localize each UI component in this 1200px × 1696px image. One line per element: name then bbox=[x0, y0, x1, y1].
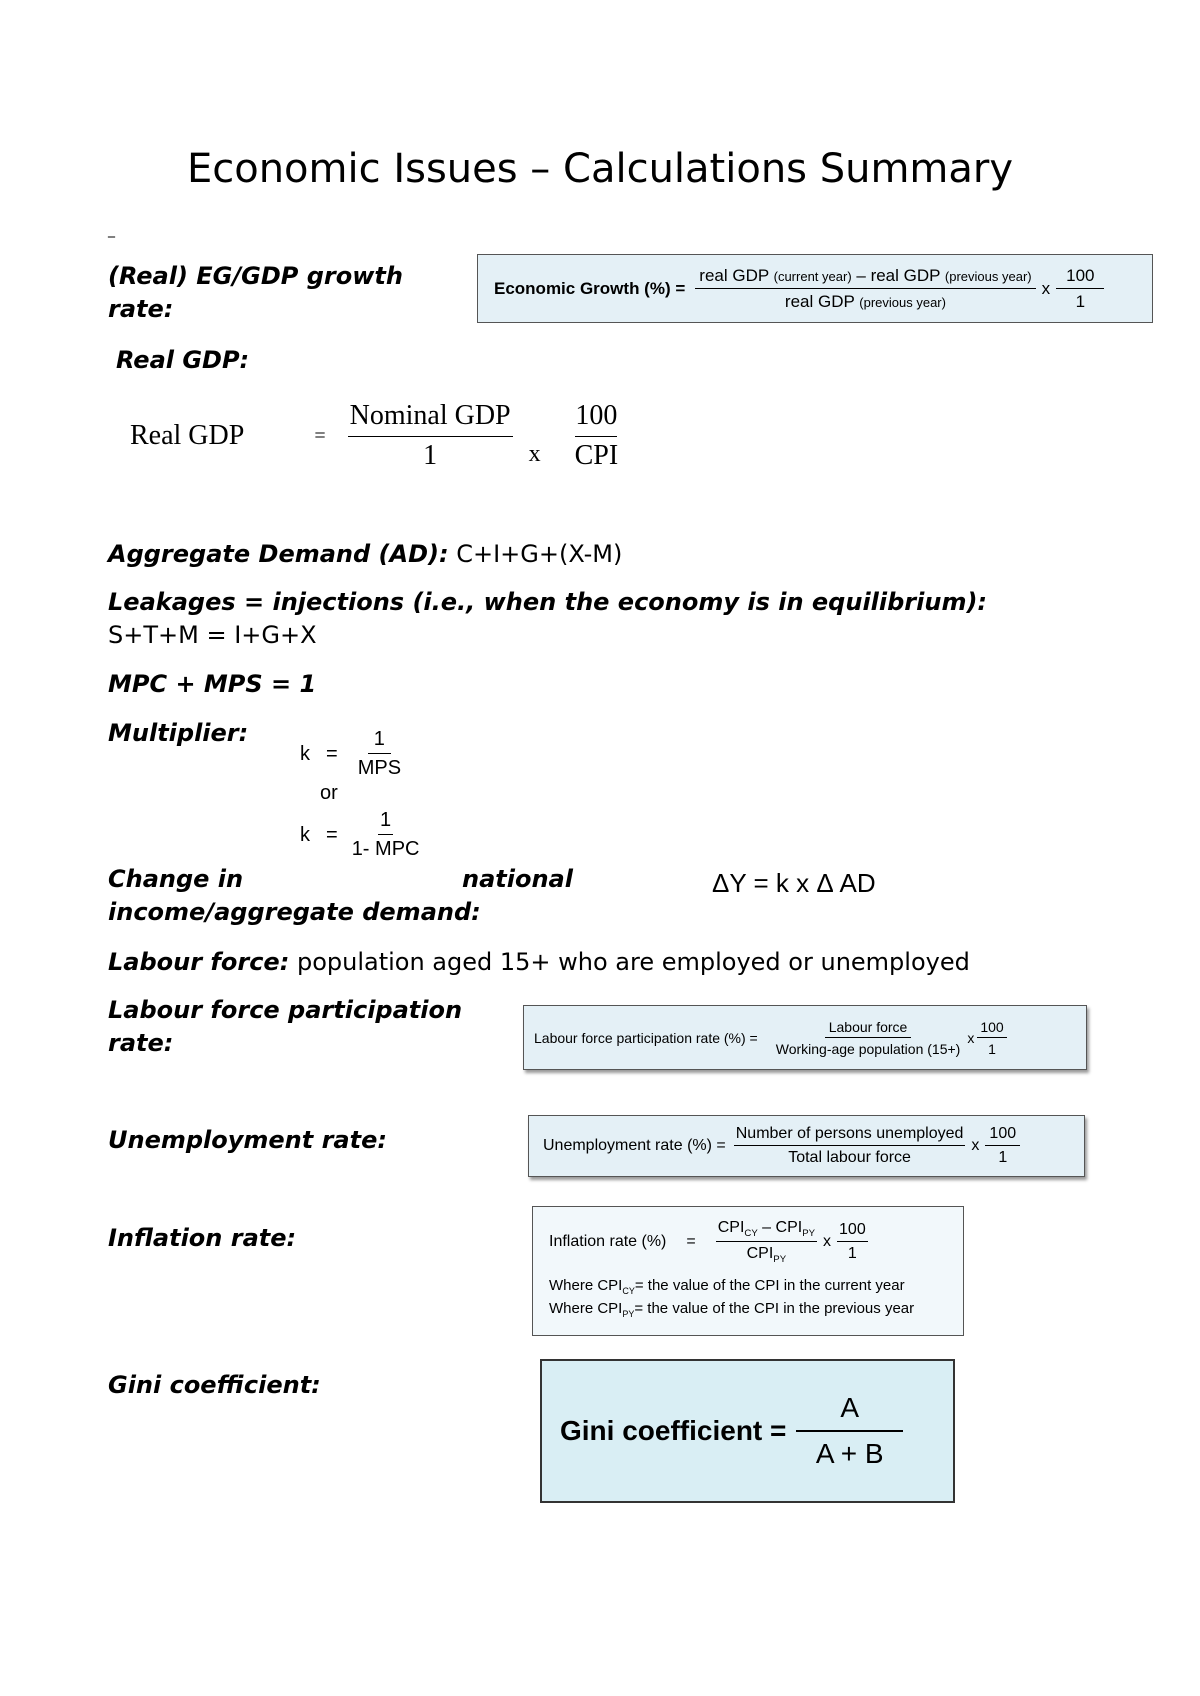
growth-num-a: real GDP bbox=[699, 265, 769, 285]
gini-formula-box bbox=[540, 1359, 955, 1503]
lfpr-times: x bbox=[967, 1029, 975, 1046]
multiplier-num1: 1 bbox=[368, 728, 391, 754]
ad-label: Aggregate Demand (AD): bbox=[108, 540, 449, 568]
gini-fraction bbox=[796, 1392, 903, 1470]
unemployment-fraction bbox=[734, 1125, 966, 1167]
growth-den-a: real GDP bbox=[784, 291, 855, 311]
leakages-label: Leakages = injections (i.e., when the economy is in equilibrium): bbox=[108, 588, 988, 616]
real-gdp-num1: Nominal GDP bbox=[348, 400, 513, 437]
growth-den-a-note: (previous year) bbox=[859, 294, 946, 310]
inflation-num-cy: CY bbox=[744, 1228, 758, 1240]
growth-hundred: 100 bbox=[1056, 266, 1104, 289]
unemployment-times: x bbox=[971, 1137, 980, 1154]
real-gdp-label: Real GDP: bbox=[116, 346, 250, 374]
gini-label: Gini coefficient: bbox=[108, 1371, 321, 1399]
growth-denominator bbox=[781, 289, 950, 312]
inflation-hundred-fraction bbox=[837, 1221, 868, 1263]
inflation-note-cy-where: Where CPI bbox=[549, 1277, 623, 1295]
growth-label-line1: (Real) EG/GDP growth bbox=[108, 262, 403, 290]
multiplier-row-1 bbox=[300, 728, 423, 780]
growth-formula-lhs: Economic Growth (%) = bbox=[494, 278, 686, 298]
real-gdp-times: x bbox=[528, 440, 541, 467]
multiplier-label: Multiplier: bbox=[108, 719, 249, 747]
lfpr-num: Labour force bbox=[825, 1019, 912, 1038]
real-gdp-num2: 100 bbox=[575, 400, 617, 437]
inflation-num-cpi2: CPI bbox=[775, 1219, 803, 1236]
unemployment-hundred: 100 bbox=[985, 1125, 1020, 1146]
inflation-num-cpi1: CPI bbox=[717, 1219, 745, 1236]
growth-formula-box bbox=[477, 254, 1153, 323]
lfpr-lhs: Labour force participation rate (%) = bbox=[534, 1029, 758, 1046]
growth-fraction bbox=[695, 266, 1035, 312]
growth-hundred-fraction bbox=[1056, 266, 1104, 312]
leakages-formula: S+T+M = I+G+X bbox=[108, 621, 317, 649]
lfpr-one: 1 bbox=[988, 1040, 996, 1057]
ad-formula: C+I+G+(X-M) bbox=[456, 540, 623, 568]
growth-one: 1 bbox=[1075, 291, 1086, 311]
inflation-num-py: PY bbox=[802, 1228, 816, 1240]
growth-num-minus: – real GDP bbox=[856, 265, 941, 285]
lfpr-label-line2: rate: bbox=[108, 1029, 174, 1057]
multiplier-num2: 1 bbox=[378, 809, 393, 835]
inflation-note-py-sub: PY bbox=[622, 1309, 635, 1320]
multiplier-or: or bbox=[320, 782, 338, 804]
unemployment-one: 1 bbox=[998, 1149, 1008, 1166]
inflation-note-cy-sub: CY bbox=[622, 1286, 635, 1297]
gini-den: A + B bbox=[815, 1438, 884, 1469]
real-gdp-lhs: Real GDP bbox=[130, 420, 245, 451]
growth-times: x bbox=[1041, 278, 1051, 298]
unemployment-formula-box bbox=[528, 1115, 1085, 1177]
page-title: Economic Issues – Calculations Summary bbox=[186, 146, 1014, 192]
inflation-label: Inflation rate: bbox=[108, 1224, 297, 1252]
unemployment-hundred-fraction bbox=[985, 1125, 1020, 1167]
gini-num: A bbox=[796, 1392, 903, 1432]
change-label-a: Change in bbox=[108, 865, 244, 893]
growth-numerator bbox=[695, 266, 1035, 289]
change-label-b: national bbox=[462, 865, 573, 893]
unemployment-label: Unemployment rate: bbox=[108, 1126, 387, 1154]
growth-num-b-note: (previous year) bbox=[944, 268, 1032, 284]
inflation-formula-row bbox=[549, 1219, 868, 1265]
unemployment-lhs: Unemployment rate (%) = bbox=[543, 1137, 726, 1154]
unemployment-den: Total labour force bbox=[788, 1149, 911, 1166]
gini-lhs: Gini coefficient = bbox=[560, 1415, 787, 1446]
growth-num-a-note: (current year) bbox=[773, 268, 852, 284]
lfpr-hundred: 100 bbox=[977, 1019, 1006, 1038]
real-gdp-equals: = bbox=[314, 424, 326, 447]
multiplier-formula bbox=[300, 728, 423, 861]
inflation-note-py bbox=[549, 1300, 914, 1319]
lfpr-hundred-fraction bbox=[977, 1019, 1006, 1057]
inflation-eq: = bbox=[686, 1233, 696, 1251]
real-gdp-formula bbox=[130, 400, 622, 472]
inflation-den bbox=[743, 1242, 790, 1265]
mpc-mps-label: MPC + MPS = 1 bbox=[108, 670, 317, 698]
labour-force-label: Labour force: bbox=[108, 948, 290, 976]
inflation-num-minus: – bbox=[757, 1219, 776, 1236]
multiplier-fraction-2 bbox=[348, 809, 424, 861]
ad-line bbox=[108, 538, 622, 571]
real-gdp-den2: CPI bbox=[574, 440, 619, 471]
inflation-note-cy-text: = the value of the CPI in the current year bbox=[634, 1277, 905, 1295]
inflation-hundred: 100 bbox=[837, 1221, 868, 1242]
inflation-den-cpi: CPI bbox=[746, 1245, 774, 1263]
inflation-one: 1 bbox=[847, 1245, 857, 1263]
change-formula: ΔY = k x Δ AD bbox=[712, 868, 876, 898]
growth-label-line2: rate: bbox=[108, 295, 174, 323]
inflation-times: x bbox=[823, 1233, 832, 1251]
multiplier-den2: 1- MPC bbox=[351, 838, 420, 860]
multiplier-eq1: = bbox=[326, 742, 338, 765]
labour-force-line bbox=[108, 946, 970, 979]
inflation-note-py-where: Where CPI bbox=[549, 1300, 623, 1318]
labour-force-text: population aged 15+ who are employed or unemployed bbox=[296, 948, 970, 976]
multiplier-k2: k bbox=[300, 823, 310, 846]
dash-mark: _ bbox=[108, 222, 115, 238]
multiplier-row-2 bbox=[300, 809, 423, 861]
real-gdp-fraction-1 bbox=[348, 400, 513, 472]
real-gdp-den1: 1 bbox=[423, 440, 438, 471]
lfpr-label-line1: Labour force participation bbox=[108, 996, 463, 1024]
inflation-lhs: Inflation rate (%) bbox=[549, 1233, 667, 1251]
growth-label bbox=[108, 260, 403, 326]
lfpr-fraction bbox=[772, 1019, 965, 1057]
unemployment-num: Number of persons unemployed bbox=[734, 1125, 966, 1146]
real-gdp-fraction-2 bbox=[571, 400, 623, 472]
multiplier-fraction-1 bbox=[354, 728, 405, 780]
inflation-fraction bbox=[716, 1219, 817, 1265]
inflation-note-py-text: = the value of the CPI in the previous year bbox=[634, 1300, 915, 1318]
inflation-formula-box bbox=[532, 1206, 964, 1336]
multiplier-den1: MPS bbox=[357, 757, 402, 779]
change-label-line2: income/aggregate demand: bbox=[108, 898, 481, 926]
inflation-note-cy bbox=[549, 1277, 905, 1296]
multiplier-k1: k bbox=[300, 742, 310, 765]
lfpr-den: Working-age population (15+) bbox=[775, 1040, 961, 1057]
multiplier-eq2: = bbox=[326, 823, 338, 846]
inflation-den-py: PY bbox=[773, 1254, 787, 1266]
lfpr-formula-box bbox=[523, 1005, 1087, 1070]
lfpr-label bbox=[108, 994, 462, 1060]
inflation-num bbox=[716, 1219, 817, 1242]
